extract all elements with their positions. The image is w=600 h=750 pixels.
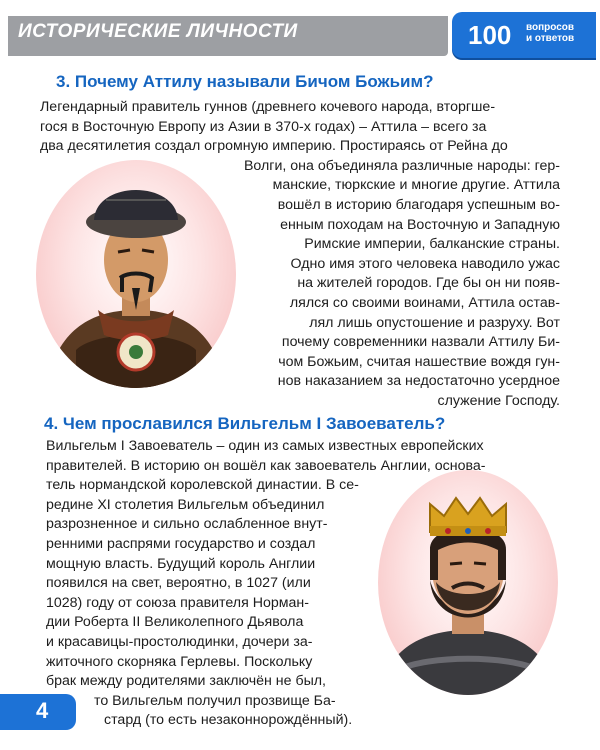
series-subtitle [526,22,592,44]
header-title: ИСТОРИЧЕСКИЕ ЛИЧНОСТИ [18,21,298,42]
section-4-line: Вильгельм I Завоеватель – один из самых известных европейских [46,438,484,454]
section-4-line: житочного скорняка Герлевы. Поскольку [46,653,313,670]
section-3-line: чом Божьим, считая нашествие вождя гун- [278,353,560,370]
section-3-line: вошёл в историю благодаря успешным во- [277,196,560,213]
series-subtitle-line2: и ответов [526,33,575,44]
section-3-line: два десятилетия создал огромную империю. Простираясь от Рейна до [40,138,508,155]
section-3-line: Легендарный правитель гуннов (древнего кочевого народа, вторгше- [40,99,496,115]
section-3-line: манские, тюркские и многие другие. Аттила [272,177,560,194]
section-4-text [46,437,566,731]
section-4-line: редине XI столетия Вильгельм объединил [46,496,325,513]
section-3-text [40,98,560,412]
section-4-line: мощную власть. Будущий король Англии [46,555,316,572]
section-3-line: Волги, она объединяла различные народы: гер- [243,157,560,174]
page-number: 4 [36,698,49,723]
section-4-line: тель нормандской королевской династии. В се- [46,477,359,494]
section-4-line: появился на свет, вероятно, в 1027 (или [46,575,311,592]
section-4-line: стард (то есть незаконнорождённый). [104,712,353,729]
section-3-line: гося в Восточную Европу из Азии в 370-х годах) – Аттила – всего за [40,118,487,135]
section-4-heading: 4. Чем прославился Вильгельм I Завоеватель? [44,414,446,433]
section-3-line: лял лишь опустошение и разруху. Вот [309,314,560,331]
section-4-line: брак между родителями заключён не был, [46,673,326,690]
section-3-line: лялся со своими воинами, Аттила остав- [289,294,560,311]
section-3-line: на жителей городов. Где бы он ни появ- [297,275,560,292]
section-4-line: разрозненное и сильно ослабленное внут- [46,516,328,533]
section-3-line: Римские империи, балканские страны. [304,236,560,253]
page-header [0,0,600,62]
section-4-line: дии Роберта II Великолепного Дьявола [46,614,304,631]
section-4-line: и красавицы-простолюдинки, дочери за- [46,633,313,650]
section-3-line: нов наказанием за недостаточно усердное [277,373,560,390]
section-3-line: почему современники назвали Аттилу Би- [281,334,560,351]
section-3-line: енным походам на Восточную и Западную [280,216,560,233]
series-subtitle-line1: вопросов [526,22,575,33]
series-number: 100 [468,20,512,50]
section-3-heading: 3. Почему Аттилу называли Бичом Божьим? [56,72,434,91]
section-4-line: правителей. В историю он вошёл как завоеватель Англии, основа- [46,457,486,474]
section-3-line: Одно имя этого человека наводило ужас [290,255,560,272]
section-4-line: то Вильгельм получил прозвище Ба- [94,692,336,709]
section-3-line: служение Господу. [437,392,560,409]
section-4-line: ренними распрями государство и создал [46,535,316,552]
section-4-line: 1028) году от союза правителя Норман- [46,594,309,611]
